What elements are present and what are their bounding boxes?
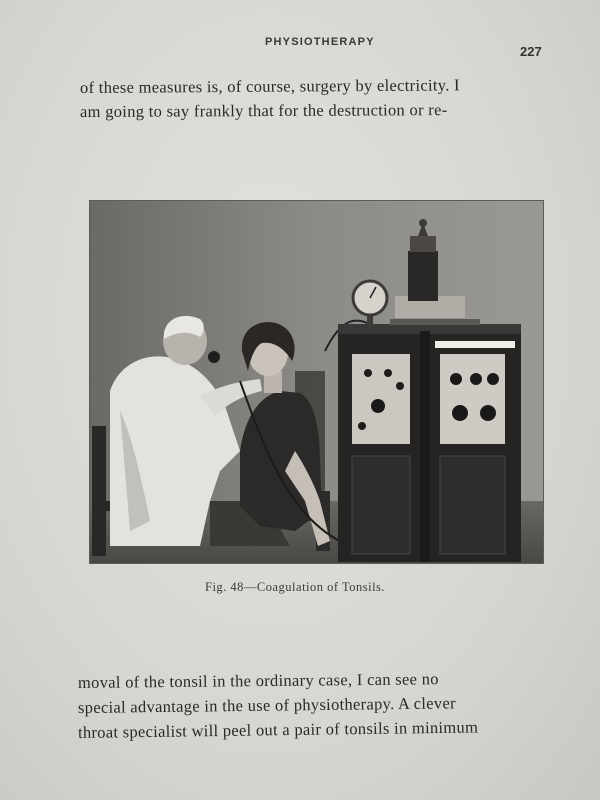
- page-number: 227: [520, 44, 542, 59]
- body-text-line: am going to say frankly that for the destruction or re-: [79, 100, 448, 121]
- body-text-line: special advantage in the use of physiotherapy. A clever: [77, 693, 456, 717]
- body-text-line: moval of the tonsil in the ordinary case, I can see no: [77, 669, 439, 692]
- photo-illustration: [90, 201, 543, 563]
- figure-photograph: [90, 201, 543, 563]
- figure-caption: Fig. 48—Coagulation of Tonsils.: [205, 580, 386, 594]
- body-text-line: of these measures is, of course, surgery by electricity. I: [79, 75, 460, 97]
- running-head: PHYSIOTHERAPY: [265, 36, 375, 48]
- body-text-line: throat specialist will peel out a pair of tonsils in minimum: [77, 717, 479, 742]
